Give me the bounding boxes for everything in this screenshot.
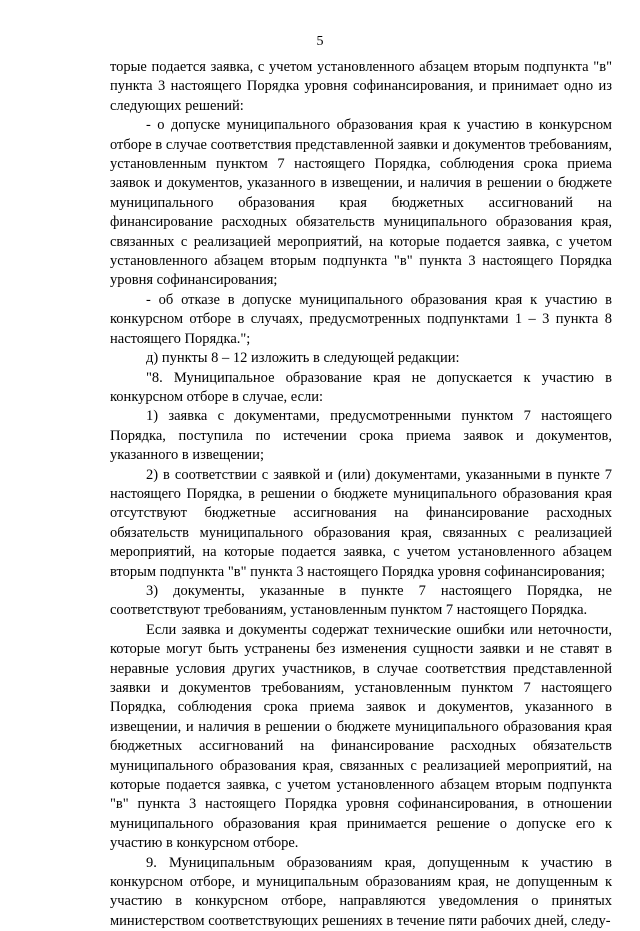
paragraph-subitem-2: 2) в соответствии с заявкой и (или) документами, указанными в пункте 7 настоящего Порядка, в решении о бюджете муниципального образования края отсутствуют бюджетные ассигнования на финансирование расходных обязательств муниципального образования края, связанных с реализацией мероприятий, на которые подается заявка, с учетом установленного абзацем вторым подпункта "в" пункта 3 настоящего Порядка уровня софинансирования; bbox=[110, 466, 612, 580]
paragraph-admission: - о допуске муниципального образования края к участию в конкурсном отборе в случае соответствия представленной заявки и документов требованиям, установленным пунктом 7 настоящего Порядка, соблюдения срока приема заявок и документов, указанного в извещении, и наличия в решении о бюджете муниципального образования края бюджетных ассигнований на финансирование расходных обязательств муниципального образования края, связанных с реализацией мероприятий, на которые подается заявка, с учетом установленного абзацем вторым подпункта "в" пункта 3 настоящего Порядка уровня софинансирования; bbox=[110, 117, 612, 289]
paragraph-continuation: торые подается заявка, с учетом установленного абзацем вторым подпункта "в" пункта 3 настоящего Порядка уровня софинансирования, и принимает одно из следующих решений: bbox=[110, 59, 612, 114]
paragraph-technical-errors: Если заявка и документы содержат технические ошибки или неточности, которые могут быть устранены без изменения сущности заявки и не ставят в неравные условия других участников, в случае соответствия представленной заявки и документов требованиям, установленным пунктом 7 настоящего Порядка, соблюдения срока приема заявок и документов, указанного в извещении, и наличия в решении о бюджете муниципального образования края бюджетных ассигнований на финансирование расходных обязательств муниципального образования края, связанных с реализацией мероприятий, на которые подается заявка, с учетом установленного абзацем вторым подпункта "в" пункта 3 настоящего Порядка уровня софинансирования, в отношении муниципального образования края принимается решение о допуске его к участию в конкурсном отборе. bbox=[110, 621, 612, 852]
paragraph-clause-8: "8. Муниципальное образование края не допускается к участию в конкурсном отборе в случае, если: bbox=[110, 369, 612, 405]
page-number: 5 bbox=[316, 34, 324, 49]
paragraph-item-d: д) пункты 8 – 12 изложить в следующей редакции: bbox=[146, 350, 460, 367]
paragraph-subitem-3: 3) документы, указанные в пункте 7 настоящего Порядка, не соответствуют требованиям, установленным пунктом 7 настоящего Порядка. bbox=[110, 582, 612, 619]
paragraph-refusal: - об отказе в допуске муниципального образования края к участию в конкурсном отборе в случаях, предусмотренных подпунктами 1 – 3 пункта 8 настоящего Порядка."; bbox=[110, 291, 612, 347]
paragraph-clause-9: 9. Муниципальным образованиям края, допущенным к участию в конкурсном отборе, и муниципальным образованиям края, не допущенным к участию в конкурсном отборе, направляются уведомления о принятых министерством соответствующих решениях в течение пяти рабочих дней, следу- bbox=[110, 854, 612, 929]
document-body bbox=[110, 58, 612, 931]
paragraph-subitem-1: 1) заявка с документами, предусмотренными пунктом 7 настоящего Порядка, поступила по истечении срока приема заявок и документов, указанного в извещении; bbox=[110, 408, 612, 464]
